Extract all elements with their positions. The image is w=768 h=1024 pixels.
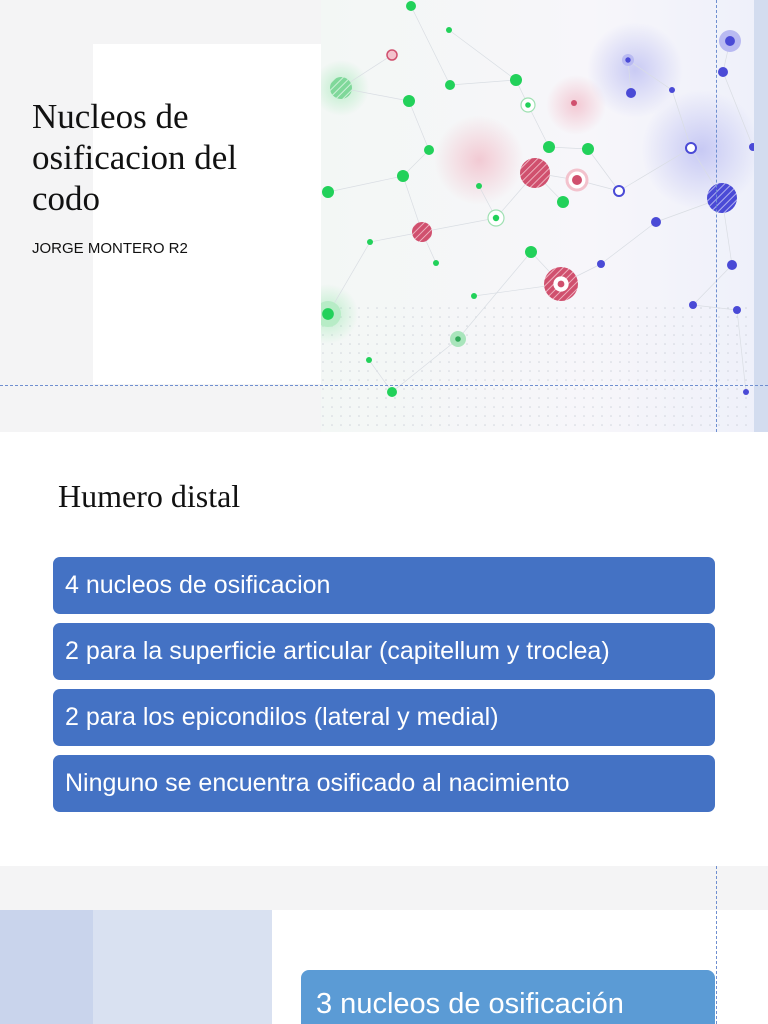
network-node	[424, 145, 434, 155]
network-node	[597, 260, 605, 268]
network-edge	[328, 176, 403, 192]
network-node	[727, 260, 737, 270]
left-accent-panel	[0, 910, 93, 1024]
network-node	[689, 301, 697, 309]
right-accent-strip	[754, 0, 768, 432]
bullet-list	[53, 557, 715, 821]
title-slide	[0, 0, 768, 432]
content-box: 3 nucleos de osificación	[301, 970, 715, 1024]
network-node	[366, 357, 372, 363]
network-edge	[409, 101, 429, 150]
network-graph	[321, 0, 768, 432]
network-node	[571, 100, 577, 106]
network-node	[322, 308, 334, 320]
network-node	[707, 183, 737, 213]
network-edge	[411, 6, 450, 85]
network-node	[493, 215, 499, 221]
network-node	[525, 246, 537, 258]
network-node	[446, 27, 452, 33]
network-node	[557, 196, 569, 208]
network-node	[367, 239, 373, 245]
network-node	[455, 336, 461, 342]
slide-title: Nucleos de osificacion del codo	[32, 97, 238, 218]
network-node	[433, 260, 439, 266]
network-node	[582, 143, 594, 155]
left-accent-panel-light	[93, 910, 272, 1024]
network-node	[412, 222, 432, 242]
vertical-guide-line	[716, 0, 717, 432]
network-edge	[588, 149, 619, 191]
network-node	[543, 141, 555, 153]
network-node	[330, 77, 352, 99]
vertical-guide-line	[716, 866, 717, 1024]
bullet-box: 2 para los epicondilos (lateral y medial)	[53, 689, 715, 746]
network-node	[520, 158, 550, 188]
network-node	[525, 102, 531, 108]
network-edge	[693, 265, 732, 305]
network-node	[387, 50, 397, 60]
network-node	[397, 170, 409, 182]
slide-author: JORGE MONTERO R2	[32, 240, 188, 257]
network-node	[743, 389, 749, 395]
network-node	[387, 387, 397, 397]
network-node	[733, 306, 741, 314]
network-node	[686, 143, 696, 153]
network-node	[669, 87, 675, 93]
network-node	[476, 183, 482, 189]
network-edge	[601, 222, 656, 264]
network-edge	[450, 80, 516, 85]
bullet-box: 2 para la superficie articular (capitellum y troclea)	[53, 623, 715, 680]
network-node	[445, 80, 455, 90]
network-node	[406, 1, 416, 11]
network-graph-illustration	[321, 0, 768, 432]
network-edge	[422, 218, 496, 232]
humero-distal-slide	[0, 432, 768, 866]
horizontal-guide-line	[0, 385, 768, 386]
network-node	[572, 175, 582, 185]
network-edge	[449, 30, 516, 80]
network-node	[510, 74, 522, 86]
network-node	[625, 57, 630, 62]
network-node	[718, 67, 728, 77]
glow-halo	[434, 115, 524, 205]
slide-top-band	[0, 866, 768, 910]
network-node	[614, 186, 624, 196]
glow-halo	[641, 90, 761, 210]
network-node	[626, 88, 636, 98]
network-node	[471, 293, 477, 299]
network-node	[725, 36, 735, 46]
network-node	[651, 217, 661, 227]
network-node	[403, 95, 415, 107]
network-node	[558, 281, 565, 288]
slide-title: Humero distal	[58, 478, 241, 514]
bullet-box: Ninguno se encuentra osificado al nacimiento	[53, 755, 715, 812]
dot-grid-texture	[321, 300, 768, 432]
bullet-box: 4 nucleos de osificacion	[53, 557, 715, 614]
network-node	[322, 186, 334, 198]
third-slide	[0, 866, 768, 1024]
